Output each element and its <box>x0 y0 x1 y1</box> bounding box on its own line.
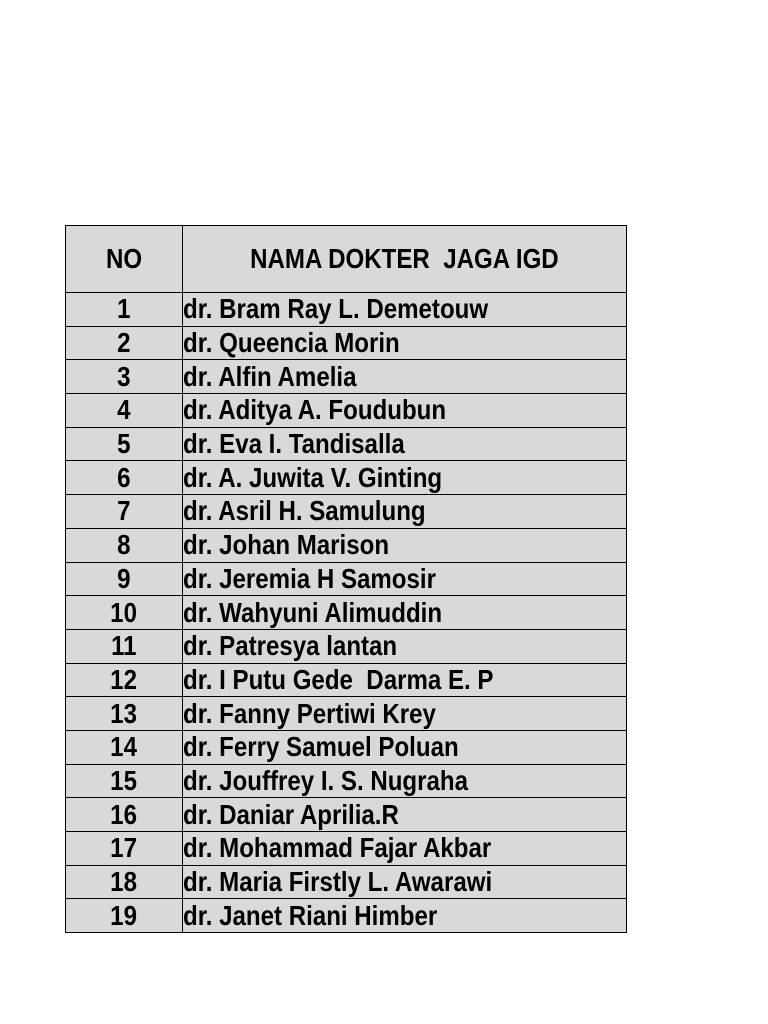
doctor-name-cell <box>183 865 627 899</box>
table-row <box>66 360 627 394</box>
table-row <box>66 764 627 798</box>
doctor-name: dr. Fanny Pertiwi Krey <box>183 697 436 729</box>
row-number: 1 <box>117 293 131 325</box>
row-number: 15 <box>110 764 138 796</box>
row-number-cell <box>66 326 183 360</box>
doctor-name: dr. Daniar Aprilia.R <box>183 798 399 830</box>
row-number: 14 <box>110 731 138 763</box>
table-row <box>66 427 627 461</box>
doctor-name: dr. Mohammad Fajar Akbar <box>183 832 492 864</box>
table-row <box>66 730 627 764</box>
row-number: 18 <box>110 866 138 898</box>
row-number: 19 <box>110 899 138 931</box>
row-number-cell <box>66 730 183 764</box>
doctor-name: dr. Queencia Morin <box>183 327 400 359</box>
row-number: 12 <box>110 663 138 695</box>
row-number-cell <box>66 865 183 899</box>
doctor-name: dr. Ferry Samuel Poluan <box>183 731 459 763</box>
doctor-name: dr. Janet Riani Himber <box>183 899 438 931</box>
row-number-cell <box>66 832 183 866</box>
row-number: 16 <box>110 798 138 830</box>
row-number-cell <box>66 495 183 529</box>
doctor-name: dr. Bram Ray L. Demetouw <box>183 293 489 325</box>
table-row <box>66 293 627 327</box>
doctor-name-cell <box>183 899 627 933</box>
doctor-roster-table <box>65 225 627 933</box>
row-number: 17 <box>110 832 138 864</box>
doctor-name: dr. A. Juwita V. Ginting <box>183 461 443 493</box>
row-number-cell <box>66 360 183 394</box>
table-header-row <box>66 226 627 293</box>
table-row <box>66 461 627 495</box>
table-row <box>66 629 627 663</box>
doctor-name-cell <box>183 427 627 461</box>
row-number: 7 <box>117 495 131 527</box>
doctor-name-cell <box>183 798 627 832</box>
doctor-name: dr. Jeremia H Samosir <box>183 562 436 594</box>
row-number-cell <box>66 764 183 798</box>
row-number-cell <box>66 293 183 327</box>
row-number: 13 <box>110 697 138 729</box>
row-number: 9 <box>117 562 131 594</box>
table-row <box>66 495 627 529</box>
doctor-name: dr. Maria Firstly L. Awarawi <box>183 866 493 898</box>
table-row <box>66 596 627 630</box>
doctor-name-cell <box>183 596 627 630</box>
doctor-name: dr. Wahyuni Alimuddin <box>183 596 443 628</box>
table-row <box>66 326 627 360</box>
table-row <box>66 394 627 428</box>
row-number-cell <box>66 528 183 562</box>
doctor-name-cell <box>183 360 627 394</box>
row-number-cell <box>66 663 183 697</box>
table-row <box>66 832 627 866</box>
doctor-name-cell <box>183 663 627 697</box>
header-name-label: NAMA DOKTER JAGA IGD <box>250 243 559 274</box>
row-number-cell <box>66 394 183 428</box>
doctor-name-cell <box>183 394 627 428</box>
doctor-name-cell <box>183 629 627 663</box>
doctor-name: dr. Johan Marison <box>183 529 390 561</box>
doctor-name-cell <box>183 730 627 764</box>
row-number-cell <box>66 596 183 630</box>
doctor-name-cell <box>183 495 627 529</box>
table-row <box>66 865 627 899</box>
row-number: 2 <box>117 327 131 359</box>
row-number-cell <box>66 461 183 495</box>
row-number: 6 <box>117 461 131 493</box>
doctor-name-cell <box>183 326 627 360</box>
row-number-cell <box>66 427 183 461</box>
table-body <box>66 293 627 933</box>
doctor-name: dr. Patresya lantan <box>183 630 398 662</box>
row-number-cell <box>66 899 183 933</box>
row-number-cell <box>66 629 183 663</box>
header-no-label: NO <box>105 243 143 274</box>
row-number: 4 <box>117 394 131 426</box>
row-number-cell <box>66 798 183 832</box>
doctor-name-cell <box>183 293 627 327</box>
row-number: 10 <box>110 596 138 628</box>
row-number-cell <box>66 562 183 596</box>
row-number: 3 <box>117 360 131 392</box>
row-number-cell <box>66 697 183 731</box>
header-name <box>183 226 627 293</box>
header-no <box>66 226 183 293</box>
doctor-name-cell <box>183 562 627 596</box>
row-number: 8 <box>117 529 131 561</box>
doctor-name: dr. Eva I. Tandisalla <box>183 428 405 460</box>
table-row <box>66 528 627 562</box>
doctor-name-cell <box>183 461 627 495</box>
table-row <box>66 697 627 731</box>
table-row <box>66 562 627 596</box>
doctor-name: dr. Asril H. Samulung <box>183 495 426 527</box>
doctor-name-cell <box>183 832 627 866</box>
row-number: 11 <box>111 630 137 662</box>
table-row <box>66 663 627 697</box>
doctor-name-cell <box>183 528 627 562</box>
table-row <box>66 899 627 933</box>
doctor-name: dr. Aditya A. Foudubun <box>183 394 447 426</box>
row-number: 5 <box>117 428 131 460</box>
doctor-name-cell <box>183 697 627 731</box>
doctor-name: dr. I Putu Gede Darma E. P <box>183 663 494 695</box>
doctor-name: dr. Alfin Amelia <box>183 360 357 392</box>
table-row <box>66 798 627 832</box>
doctor-name-cell <box>183 764 627 798</box>
doctor-name: dr. Jouffrey I. S. Nugraha <box>183 764 469 796</box>
